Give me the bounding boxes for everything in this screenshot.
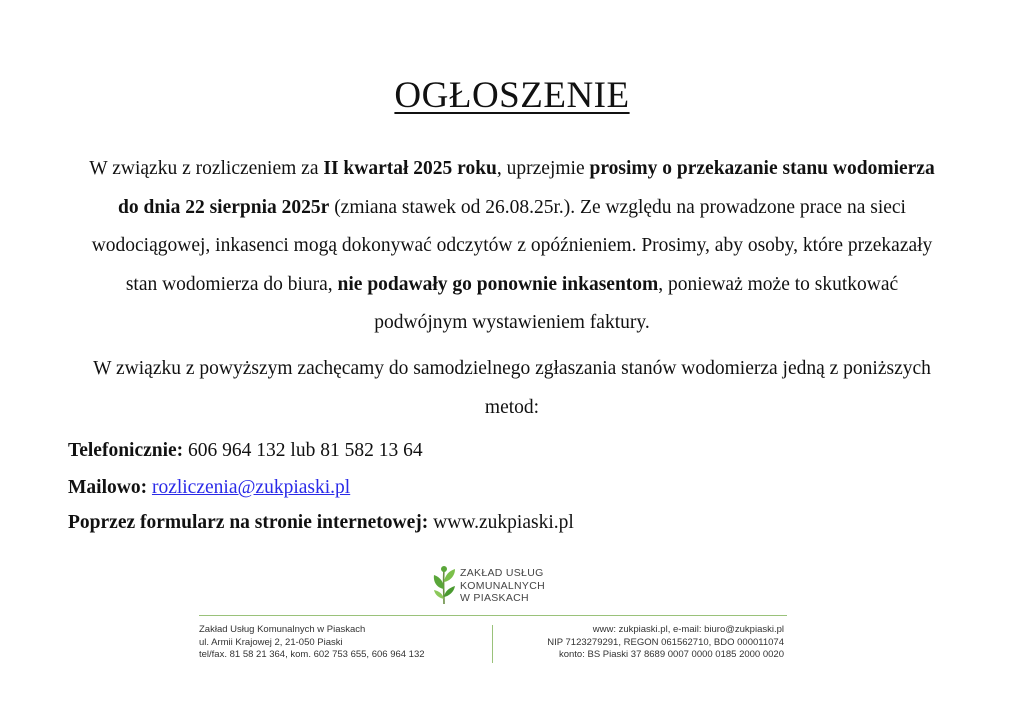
logo-line-2: KOMUNALNYCH [460, 579, 545, 592]
footer-address [199, 624, 425, 662]
contact-mail-line [68, 476, 350, 500]
announcement-paragraph [78, 150, 946, 343]
methods-intro-paragraph: W związku z powyższym zachęcamy do samodzielnego zgłaszania stanów wodomierza jedną z poniższych metod: [93, 358, 931, 418]
para1-text-2: , uprzejmie [496, 158, 590, 179]
mail-label: Mailowo: [68, 477, 148, 498]
footer-right-line-1: www: zukpiaski.pl, e-mail: biuro@zukpiaski.pl [592, 624, 784, 635]
footer-left-line-1: Zakład Usług Komunalnych w Piaskach [199, 624, 366, 635]
para1-bold-warning: nie podawały go ponownie inkasentom [337, 273, 659, 295]
mail-link[interactable]: rozliczenia@zukpiaski.pl [151, 477, 351, 498]
page-title: OGŁOSZENIE [394, 75, 630, 116]
para1-bold-request: prosimy o przekazanie stanu wodomierza do dnia 22 sierpnia 2025r [118, 158, 935, 218]
footer-vertical-divider [492, 625, 493, 663]
footer-left-line-3: tel/fax. 81 58 21 364, kom. 602 753 655, 606 964 132 [199, 649, 425, 660]
footer-left-line-2: ul. Armii Krajowej 2, 21-050 Piaski [199, 636, 343, 648]
green-sprout-icon [428, 563, 460, 605]
phone-value: 606 964 132 lub 81 582 13 64 [183, 440, 423, 461]
web-value: www.zukpiaski.pl [428, 512, 574, 533]
contact-phone-line [68, 439, 423, 463]
logo-text [460, 567, 545, 605]
para1-bold-quarter: II kwartał 2025 roku [323, 158, 497, 179]
para1-text-1: W związku z rozliczeniem za [89, 158, 324, 179]
web-label: Poprzez formularz na stronie internetowej: [68, 512, 429, 533]
footer-right-line-3: konto: BS Piaski 37 8689 0007 0000 0185 2000 0020 [558, 649, 784, 660]
logo-line-1: ZAKŁAD USŁUG [460, 567, 544, 579]
phone-label: Telefonicznie: [68, 440, 184, 461]
footer-right-line-2: NIP 7123279291, REGON 061562710, BDO 000011074 [547, 636, 784, 648]
para1-text-3: (zmiana stawek od 26.08.25r.). Ze względu na prowadzone prace na sieci wodociągowej, inkasenci mogą dokonywać odczytów z opóźnieniem. Prosimy, aby osoby, które przekazały stan wodomierza do biura, [91, 196, 933, 295]
contact-web-line [68, 511, 574, 535]
logo-line-3: W PIASKACH [460, 592, 529, 604]
para1-text-4: , ponieważ może to skutkować podwójnym wystawieniem faktury. [374, 273, 899, 333]
footer-company-info [547, 624, 784, 662]
footer-divider [199, 615, 787, 616]
